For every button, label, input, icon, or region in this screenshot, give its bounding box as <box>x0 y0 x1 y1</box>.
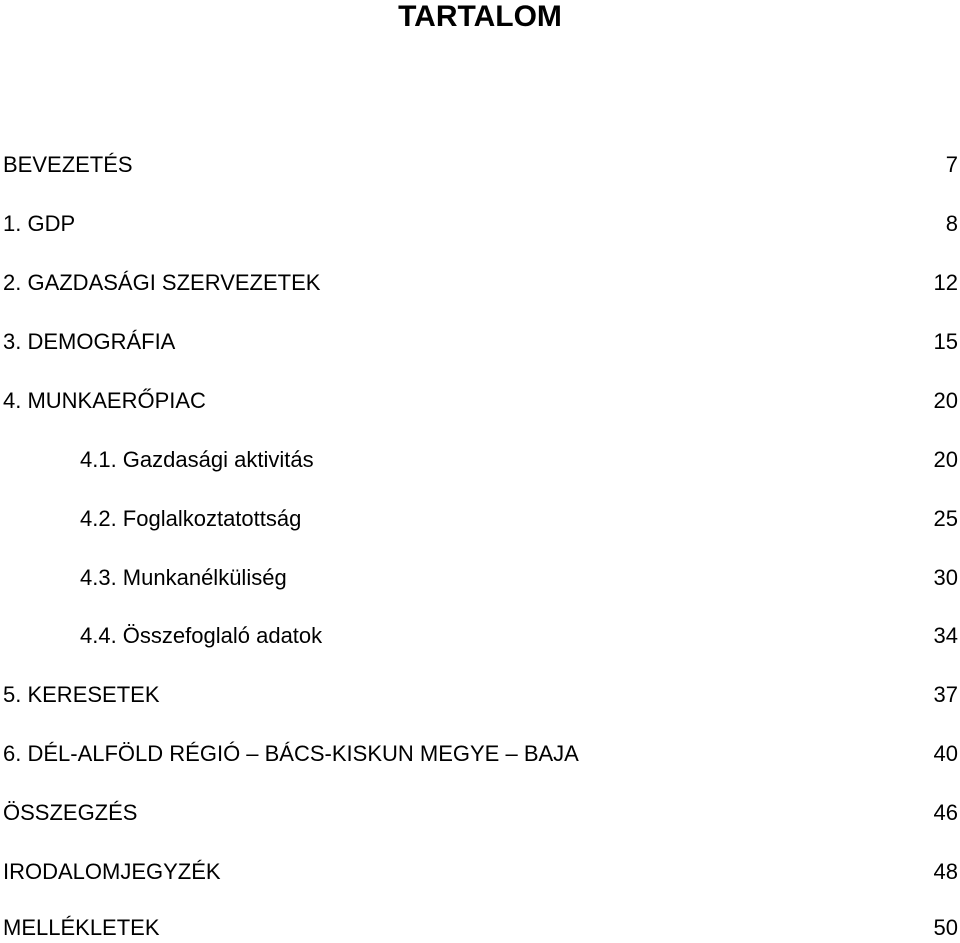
toc-entry-page: 50 <box>933 915 958 940</box>
toc-entry-page: 34 <box>933 623 958 648</box>
toc-entry-page: 37 <box>933 682 958 707</box>
toc-entry-label: IRODALOMJEGYZÉK <box>3 859 221 884</box>
toc-entry-page: 8 <box>945 211 958 236</box>
toc-entry-page: 7 <box>945 152 958 177</box>
toc-entry-page: 12 <box>933 270 958 295</box>
toc-entry-label: 5. KERESETEK <box>3 682 160 707</box>
toc-subentry-munkanelkuliseg[interactable] <box>0 563 960 593</box>
toc-entry-label: 1. GDP <box>3 211 76 236</box>
toc-entry-label: 4.3. Munkanélküliség <box>80 565 287 590</box>
toc-entry-page: 15 <box>933 329 958 354</box>
toc-entry-mellekletek[interactable] <box>0 913 960 943</box>
toc-entry-gdp[interactable] <box>0 209 960 239</box>
toc-entry-demografia[interactable] <box>0 327 960 357</box>
toc-entry-irodalomjegyzek[interactable] <box>0 857 960 887</box>
toc-subentry-osszefoglalo-adatok[interactable] <box>0 621 960 651</box>
toc-entry-page: 48 <box>933 859 958 884</box>
toc-entry-label: 6. DÉL-ALFÖLD RÉGIÓ – BÁCS-KISKUN MEGYE – BAJA <box>3 741 579 766</box>
toc-entry-label: 4.2. Foglalkoztatottság <box>80 506 302 531</box>
toc-entry-label: MELLÉKLETEK <box>3 915 160 940</box>
toc-entry-bevezetes[interactable] <box>0 150 960 180</box>
toc-entry-page: 20 <box>933 447 958 472</box>
toc-entry-label: ÖSSZEGZÉS <box>3 800 138 825</box>
toc-entry-munkaeropiac[interactable] <box>0 386 960 416</box>
toc-entry-page: 25 <box>933 506 958 531</box>
toc-entry-label: 4. MUNKAERŐPIAC <box>3 388 206 413</box>
toc-entry-keresetek[interactable] <box>0 680 960 710</box>
toc-entry-osszegzes[interactable] <box>0 798 960 828</box>
toc-entry-gazdasagi-szervezetek[interactable] <box>0 268 960 298</box>
toc-entry-label: 2. GAZDASÁGI SZERVEZETEK <box>3 270 321 295</box>
toc-entry-page: 30 <box>933 565 958 590</box>
toc-entry-label: 3. DEMOGRÁFIA <box>3 329 176 354</box>
toc-subentry-foglalkoztatottsag[interactable] <box>0 504 960 534</box>
toc-entry-label: BEVEZETÉS <box>3 152 133 177</box>
toc-entry-label: 4.4. Összefoglaló adatok <box>80 623 323 648</box>
toc-entry-page: 46 <box>933 800 958 825</box>
toc-entry-label: 4.1. Gazdasági aktivitás <box>80 447 314 472</box>
toc-entry-del-alfold-regio[interactable] <box>0 739 960 769</box>
toc-entry-page: 40 <box>933 741 958 766</box>
page-title: TARTALOM <box>398 0 562 33</box>
toc-entry-page: 20 <box>933 388 958 413</box>
toc-subentry-gazdasagi-aktivitas[interactable] <box>0 445 960 475</box>
